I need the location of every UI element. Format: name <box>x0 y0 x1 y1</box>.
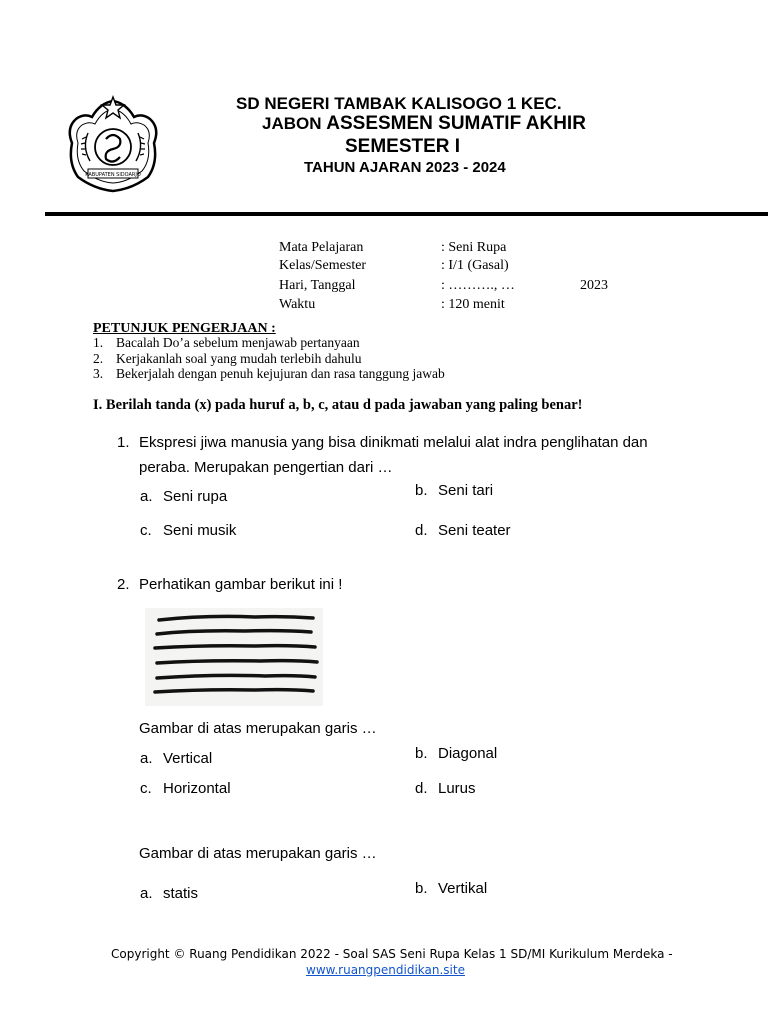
info-label-time: Waktu <box>279 297 316 312</box>
info-label-class: Kelas/Semester <box>279 258 367 273</box>
question-number: 2. <box>117 576 130 593</box>
question-text-line: Perhatikan gambar berikut ini ! <box>139 576 343 593</box>
info-value-class: : I/1 (Gasal) <box>441 258 509 273</box>
question-caption: Gambar di atas merupakan garis … <box>139 845 377 862</box>
info-label-date: Hari, Tanggal <box>279 278 356 293</box>
instruction-item: 3. Bekerjalah dengan penuh kejujuran dan rasa tanggung jawab <box>93 366 445 381</box>
answer-option-a[interactable]: a. statis <box>140 885 199 902</box>
assessment-title-line <box>262 113 586 135</box>
answer-option-b[interactable]: b. Seni tari <box>415 482 494 499</box>
instructions-title: PETUNJUK PENGERJAAN : <box>93 321 276 336</box>
info-year: 2023 <box>580 278 608 293</box>
answer-option-c[interactable]: c. Horizontal <box>140 780 231 797</box>
answer-option-d[interactable]: d. Seni teater <box>415 522 511 539</box>
answer-option-d[interactable]: d. Lurus <box>415 780 476 797</box>
question-number: 1. <box>117 434 130 451</box>
instruction-item: 2. Kerjakanlah soal yang mudah terlebih dahulu <box>93 351 362 366</box>
horizontal-lines-image <box>145 608 323 706</box>
question-text-line: peraba. Merupakan pengertian dari … <box>139 459 393 476</box>
school-name: SD NEGERI TAMBAK KALISOGO 1 KEC. <box>236 94 562 113</box>
footer-copyright: Copyright © Ruang Pendidikan 2022 - Soal SAS Seni Rupa Kelas 1 SD/MI Kurikulum Merdeka - <box>111 947 673 961</box>
question-text-line: Ekspresi jiwa manusia yang bisa dinikmati melalui alat indra penglihatan dan <box>139 434 648 451</box>
section-title: I. Berilah tanda (x) pada huruf a, b, c, atau d pada jawaban yang paling benar! <box>93 397 583 413</box>
info-value-subject: : Seni Rupa <box>441 240 507 255</box>
header-divider <box>45 212 768 216</box>
academic-year: TAHUN AJARAN 2023 - 2024 <box>304 159 506 176</box>
info-label-subject: Mata Pelajaran <box>279 240 364 255</box>
answer-option-b[interactable]: b. Diagonal <box>415 745 498 762</box>
school-emblem-logo <box>62 93 164 197</box>
footer-link[interactable]: www.ruangpendidikan.site <box>306 963 465 977</box>
semester-title: SEMESTER I <box>345 136 461 157</box>
answer-option-a[interactable]: a. Vertical <box>140 750 213 767</box>
logo-text: KABUPATEN SIDOARJO <box>85 172 141 178</box>
question-caption: Gambar di atas merupakan garis … <box>139 720 377 737</box>
instruction-item: 1. Bacalah Do’a sebelum menjawab pertanyaan <box>93 335 360 350</box>
district-name: JABON <box>262 114 322 133</box>
answer-option-b[interactable]: b. Vertikal <box>415 880 488 897</box>
answer-option-c[interactable]: c. Seni musik <box>140 522 237 539</box>
info-value-time: : 120 menit <box>441 297 505 312</box>
answer-option-a[interactable]: a. Seni rupa <box>140 488 228 505</box>
info-value-date: : ………., … <box>441 278 515 293</box>
assessment-title: ASSESMEN SUMATIF AKHIR <box>326 113 586 134</box>
